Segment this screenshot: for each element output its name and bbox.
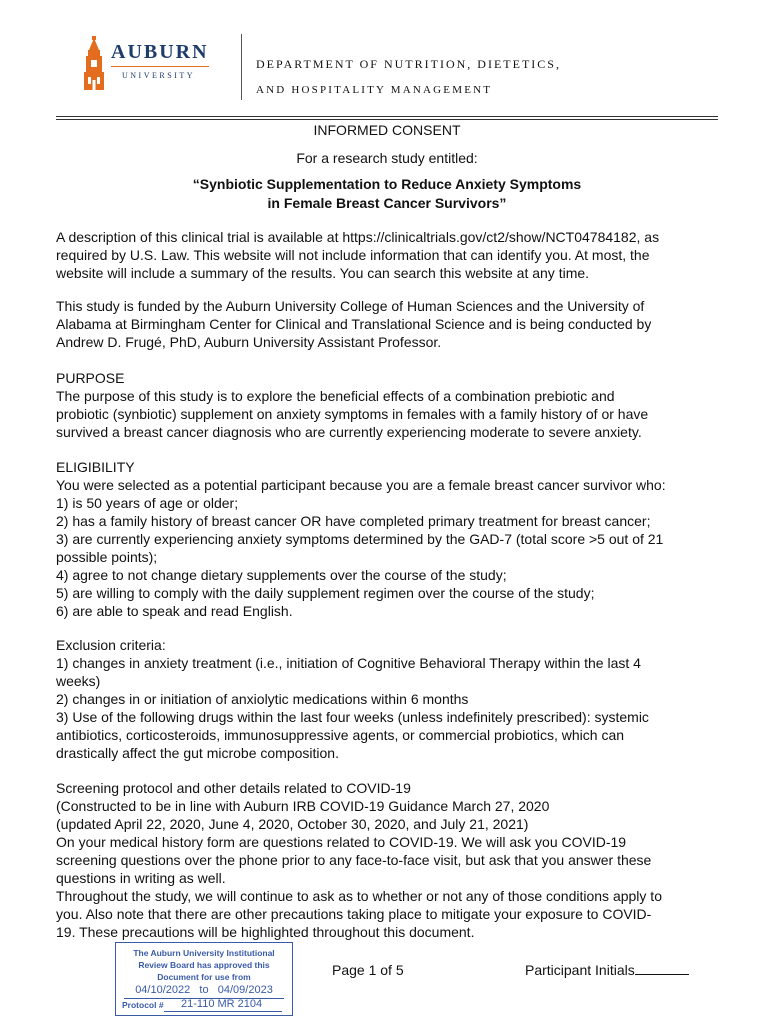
text-line: probiotic (synbiotic) supplement on anxiety symptoms in females with a family history of or have <box>56 406 649 422</box>
text-line: (Constructed to be in line with Auburn IRB COVID-19 Guidance March 27, 2020 <box>56 798 550 814</box>
department-name-line2: AND HOSPITALITY MANAGEMENT <box>256 84 493 96</box>
text-line: questions in writing as well. <box>56 870 226 886</box>
list-item: 3) Use of the following drugs within the last four weeks (unless indefinitely prescribed): systemic <box>56 709 649 725</box>
stamp-dates: 04/10/2022 to 04/09/2023 <box>135 984 273 996</box>
list-item: 5) are willing to comply with the daily supplement regimen over the course of the study; <box>56 585 595 601</box>
text-line: Alabama at Birmingham Center for Clinical and Translational Science and is being conducted by <box>56 316 652 332</box>
text-line: website will include a summary of the results. You can search this website at any time. <box>56 265 590 281</box>
text-line: The purpose of this study is to explore the beneficial effects of a combination prebiotic and <box>56 388 615 404</box>
section-heading: Exclusion criteria: <box>56 637 166 653</box>
list-item: 3) are currently experiencing anxiety symptoms determined by the GAD-7 (total score >5 out of 21 <box>56 531 664 547</box>
text-line: 19. These precautions will be highlighted throughout this document. <box>56 924 475 940</box>
page-number: Page 1 of 5 <box>332 962 404 978</box>
text-line: This study is funded by the Auburn University College of Human Sciences and the University of <box>56 298 645 314</box>
list-item: 6) are able to speak and read English. <box>56 603 293 619</box>
auburn-logo <box>78 36 218 92</box>
section-heading: Screening protocol and other details related to COVID-19 <box>56 780 411 796</box>
list-item: possible points); <box>56 549 158 565</box>
trial-description-paragraph <box>56 228 718 282</box>
study-title <box>56 175 718 213</box>
logo-rule <box>111 66 209 67</box>
covid-section <box>56 779 718 941</box>
text-line: Andrew D. Frugé, PhD, Auburn University Assistant Professor. <box>56 334 442 350</box>
study-title-line: “Synbiotic Supplementation to Reduce Anxiety Symptoms <box>192 176 582 192</box>
document-heading: INFORMED CONSENT <box>313 122 461 138</box>
text-line: You were selected as a potential participant because you are a female breast cancer survivor who: <box>56 477 666 493</box>
text-line: survived a breast cancer diagnosis who are currently experiencing moderate to severe anxiety. <box>56 424 642 440</box>
stamp-protocol-label: Protocol # <box>122 1000 164 1010</box>
study-title-line: in Female Breast Cancer Survivors” <box>267 195 507 211</box>
stamp-line: The Auburn University Institutional <box>133 948 275 958</box>
irb-approval-stamp <box>115 942 293 1016</box>
list-item: 2) has a family history of breast cancer OR have completed primary treatment for breast cancer; <box>56 513 651 529</box>
logo-subtitle: UNIVERSITY <box>122 71 195 80</box>
text-line: On your medical history form are questions related to COVID-19. We will ask you COVID-19 <box>56 834 627 850</box>
initials-blank[interactable] <box>635 962 689 975</box>
funding-paragraph <box>56 297 718 351</box>
section-heading: ELIGIBILITY <box>56 459 135 475</box>
list-item: 1) changes in anxiety treatment (i.e., initiation of Cognitive Behavioral Therapy within the last 4 <box>56 655 641 671</box>
purpose-section <box>56 369 718 441</box>
stamp-line: Review Board has approved this <box>138 960 270 970</box>
stamp-protocol-underline <box>164 1011 282 1012</box>
header-divider <box>241 34 242 100</box>
header-rule-secondary <box>56 119 718 120</box>
list-item: drastically affect the gut microbe composition. <box>56 745 339 761</box>
exclusion-section <box>56 636 718 762</box>
participant-initials-label: Participant Initials <box>525 962 635 978</box>
header-rule <box>56 116 718 117</box>
list-item: 2) changes in or initiation of anxiolytic medications within 6 months <box>56 691 469 707</box>
auburn-tower-icon <box>80 36 108 90</box>
text-line: you. Also note that there are other precautions taking place to mitigate your exposure to COVID- <box>56 906 652 922</box>
text-line: required by U.S. Law. This website will not include information that can identify you. At most, the <box>56 247 650 263</box>
study-intro: For a research study entitled: <box>296 150 478 166</box>
logo-wordmark: AUBURN <box>111 41 209 63</box>
stamp-protocol-value: 21-110 MR 2104 <box>181 998 263 1010</box>
list-item: antibiotics, corticosteroids, immunosuppressive agents, or commercial probiotics, which can <box>56 727 625 743</box>
text-line: A description of this clinical trial is available at https://clinicaltrials.gov/ct2/show/NCT04784182, as <box>56 229 660 245</box>
stamp-line: Document for use from <box>157 972 251 982</box>
eligibility-section <box>56 458 718 620</box>
department-name-line1: DEPARTMENT OF NUTRITION, DIETETICS, <box>256 57 561 71</box>
list-item: 4) agree to not change dietary supplements over the course of the study; <box>56 567 507 583</box>
section-heading: PURPOSE <box>56 370 125 386</box>
text-line: (updated April 22, 2020, June 4, 2020, October 30, 2020, and July 21, 2021) <box>56 816 529 832</box>
text-line: Throughout the study, we will continue to ask as to whether or not any of those conditions apply to <box>56 888 662 904</box>
list-item: weeks) <box>56 673 101 689</box>
participant-initials <box>525 962 689 978</box>
list-item: 1) is 50 years of age or older; <box>56 495 239 511</box>
text-line: screening questions over the phone prior to any face-to-face visit, but ask that you answer these <box>56 852 652 868</box>
